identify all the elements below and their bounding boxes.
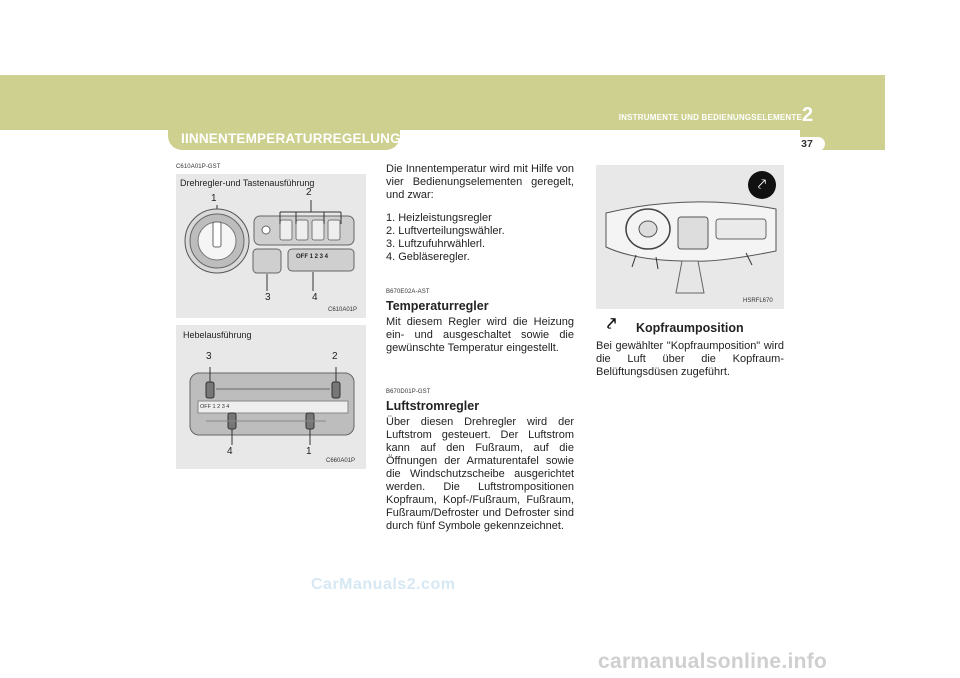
figure2-callout-2: 2 [332,351,338,362]
list-item: 3. Luftzufuhrwählerl. [386,238,486,250]
vent-mode-icon: ⤤ [748,171,776,199]
figure1-callout-1: 1 [211,193,217,204]
rotary-control-drawing [176,174,366,318]
figure2-code: C660A01P [326,458,356,464]
figure1-callout-3: 3 [265,292,271,303]
head-position-heading: Kopfraumposition [636,321,744,335]
figure3-code: HSRFL670 [743,298,773,304]
section-title: IINNENTEMPERATURREGELUNG [168,128,400,150]
watermark-bottom: carmanualsonline.info [598,650,828,673]
figure1-ref-code: C610A01P-GST [176,164,221,170]
airflow-paragraph: Über diesen Drehregler wird der Luftstrom gesteuert. Der Luftstrom kann auf den Fußraum, auf die Öffnungen der Armaturentafel sowie die Windschutzscheibe ausgerichtet werden. Die Luftstrompositionen Kopfraum, Kopf-/Fußraum, Fußraum, Fußraum/Defroster und Defroster sind durch fünf Symbole gekennzeichnet. [386,416,574,532]
head-position-paragraph: Bei gewählter "Kopfraumposition" wird die Luft über die Kopfraum-Belüftungsdüsen zugeführt. [596,340,784,378]
lever-control-drawing [176,325,366,469]
figure-lever-controls [176,325,366,469]
control-list [386,212,574,264]
airflow-ref-code: B670D01P-GST [386,389,431,395]
head-position-icon: ⤤ [607,316,617,333]
figure2-callout-4: 4 [227,446,233,457]
temperature-paragraph: Mit diesem Regler wird die Heizung ein- und ausgeschaltet sowie die gewünschte Temperatur eingestellt. [386,316,574,354]
figure1-callout-4: 4 [312,292,318,303]
temperature-ref-code: B670E02A-AST [386,289,430,295]
list-item: 4. Gebläseregler. [386,251,470,263]
watermark-left: CarManuals2.com [311,576,456,593]
figure1-fan-scale: OFF 1 2 3 4 [296,254,329,260]
figure2-callout-3: 3 [206,351,212,362]
figure2-fan-scale: OFF 1 2 3 4 [200,404,230,410]
intro-paragraph: Die Innentemperatur wird mit Hilfe von vier Bedienungselementen geregelt, und zwar: [386,163,574,201]
list-item: 1. Heizleistungsregler [386,212,492,224]
chapter-title: INSTRUMENTE UND BEDIENUNGSELEMENTE [618,113,802,122]
page-number: 37 [789,137,825,151]
figure1-callout-2: 2 [306,187,312,198]
list-item: 2. Luftverteilungswähler. [386,225,505,237]
column-main-text [386,163,574,533]
figure-rotary-controls [176,174,366,318]
chapter-number: 2 [801,104,814,126]
figure2-callout-1: 1 [306,446,312,457]
temperature-heading: Temperaturregler [386,299,489,313]
figure1-code: C610A01P [328,307,358,313]
airflow-heading: Luftstromregler [386,399,480,413]
figure2-caption: Hebelausführung [183,330,252,340]
figure1-caption: Drehregler-und Tastenausführung [180,178,315,188]
figure-dashboard [596,165,784,309]
